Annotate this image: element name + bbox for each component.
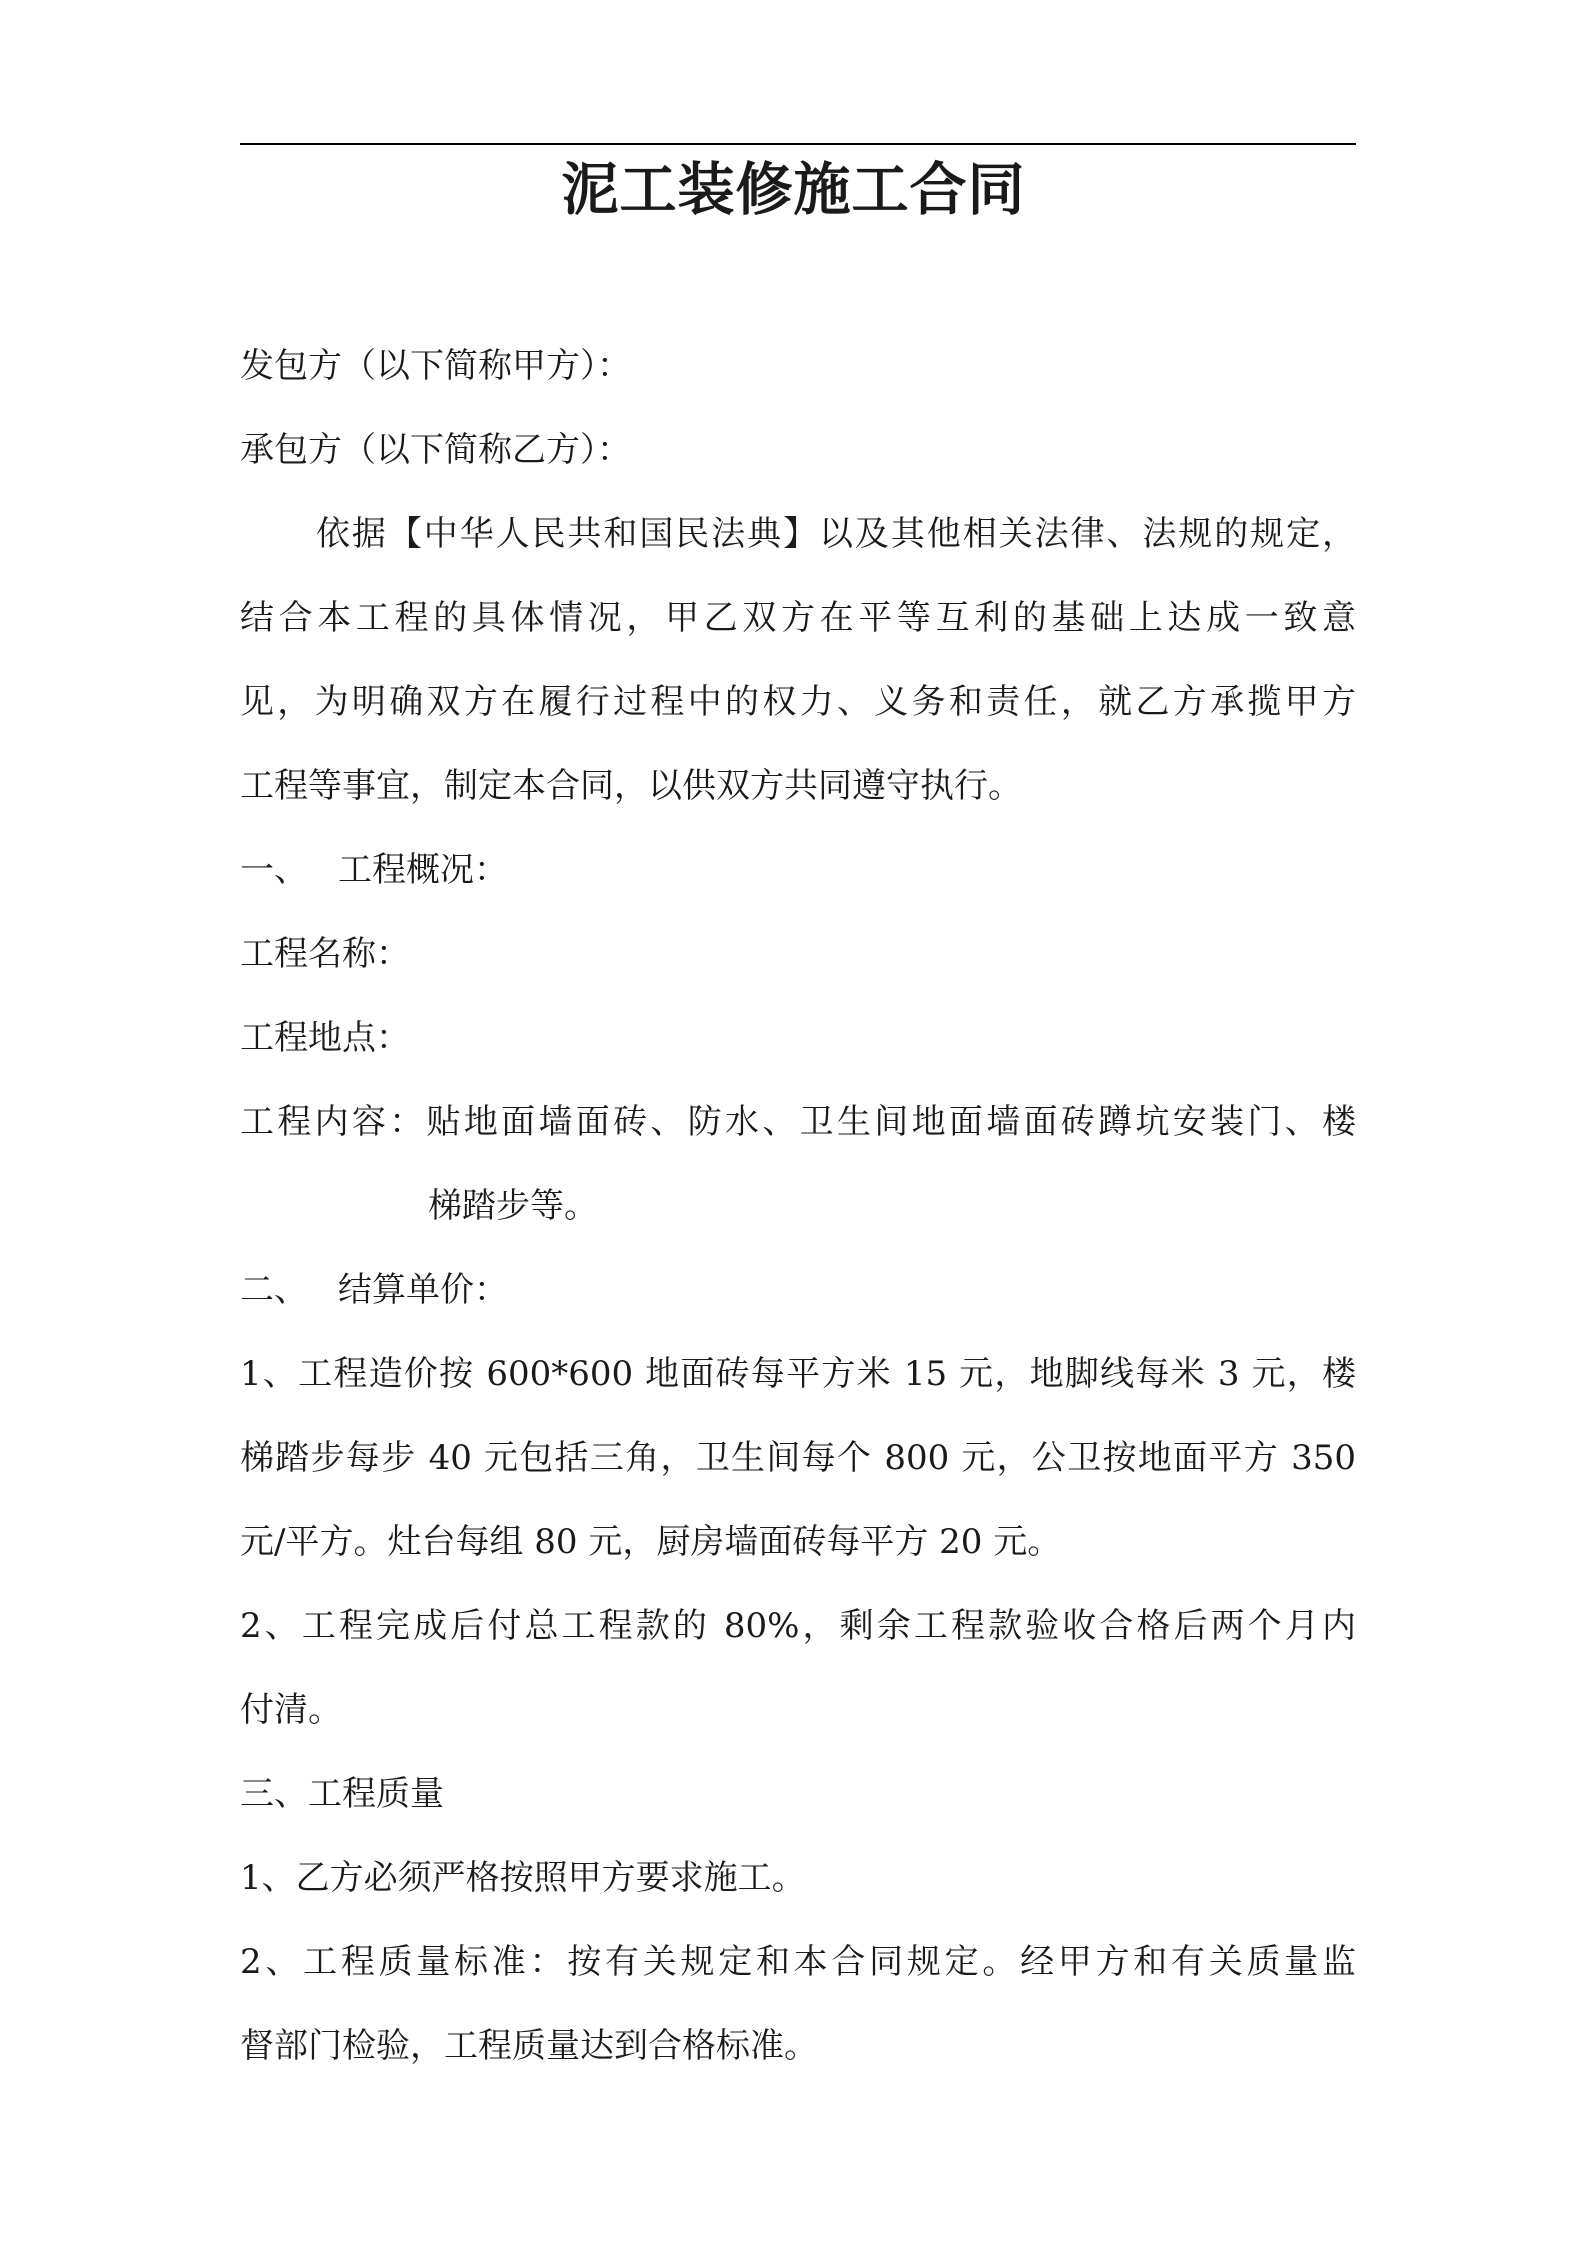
preamble-line-2: 结合本工程的具体情况，甲乙双方在平等互利的基础上达成一致意 (240, 598, 1356, 638)
project-location-label: 工程地点： (240, 1018, 410, 1058)
price-item-1-line-1: 1、工程造价按 600*600 地面砖每平方米 15 元，地脚线每米 3 元，楼 (240, 1354, 1356, 1394)
project-name-label: 工程名称： (240, 934, 410, 974)
section-1-title: 工程概况： (338, 850, 508, 890)
preamble-line-1: 依据【中华人民共和国民法典】以及其他相关法律、法规的规定， (316, 514, 1356, 554)
price-item-2-line-1: 2、工程完成后付总工程款的 80%，剩余工程款验收合格后两个月内 (240, 1606, 1356, 1646)
document-body (240, 324, 1356, 2088)
quality-item-2-line-2: 督部门检验，工程质量达到合格标准。 (240, 2026, 818, 2066)
price-item-2-line-2: 付清。 (240, 1690, 342, 1730)
preamble-line-4: 工程等事宜，制定本合同，以供双方共同遵守执行。 (240, 766, 1022, 806)
section-2-title: 结算单价： (338, 1270, 508, 1310)
party-b-line: 承包方（以下简称乙方）： (240, 430, 631, 470)
section-2-number: 二、 (240, 1270, 308, 1310)
price-item-1-line-3: 元/平方。灶台每组 80 元，厨房墙面砖每平方 20 元。 (240, 1522, 1062, 1562)
section-1-heading (240, 828, 1356, 912)
header-rule (240, 143, 1356, 145)
party-a-line: 发包方（以下简称甲方）： (240, 346, 631, 386)
preamble-line-3: 见，为明确双方在履行过程中的权力、义务和责任，就乙方承揽甲方 (240, 682, 1356, 722)
section-3-heading: 三、工程质量 (240, 1774, 444, 1814)
quality-item-2-line-1: 2、工程质量标准：按有关规定和本合同规定。经甲方和有关质量监 (240, 1942, 1356, 1982)
section-2-heading (240, 1248, 1356, 1332)
section-1-number: 一、 (240, 850, 308, 890)
project-content-line-1: 工程内容：贴地面墙面砖、防水、卫生间地面墙面砖蹲坑安装门、楼 (240, 1102, 1356, 1142)
document-title: 泥工装修施工合同 (561, 156, 1026, 223)
project-content-line-2: 梯踏步等。 (428, 1186, 598, 1226)
price-item-1-line-2: 梯踏步每步 40 元包括三角，卫生间每个 800 元，公卫按地面平方 350 (240, 1438, 1356, 1478)
quality-item-1: 1、乙方必须严格按照甲方要求施工。 (240, 1858, 806, 1898)
